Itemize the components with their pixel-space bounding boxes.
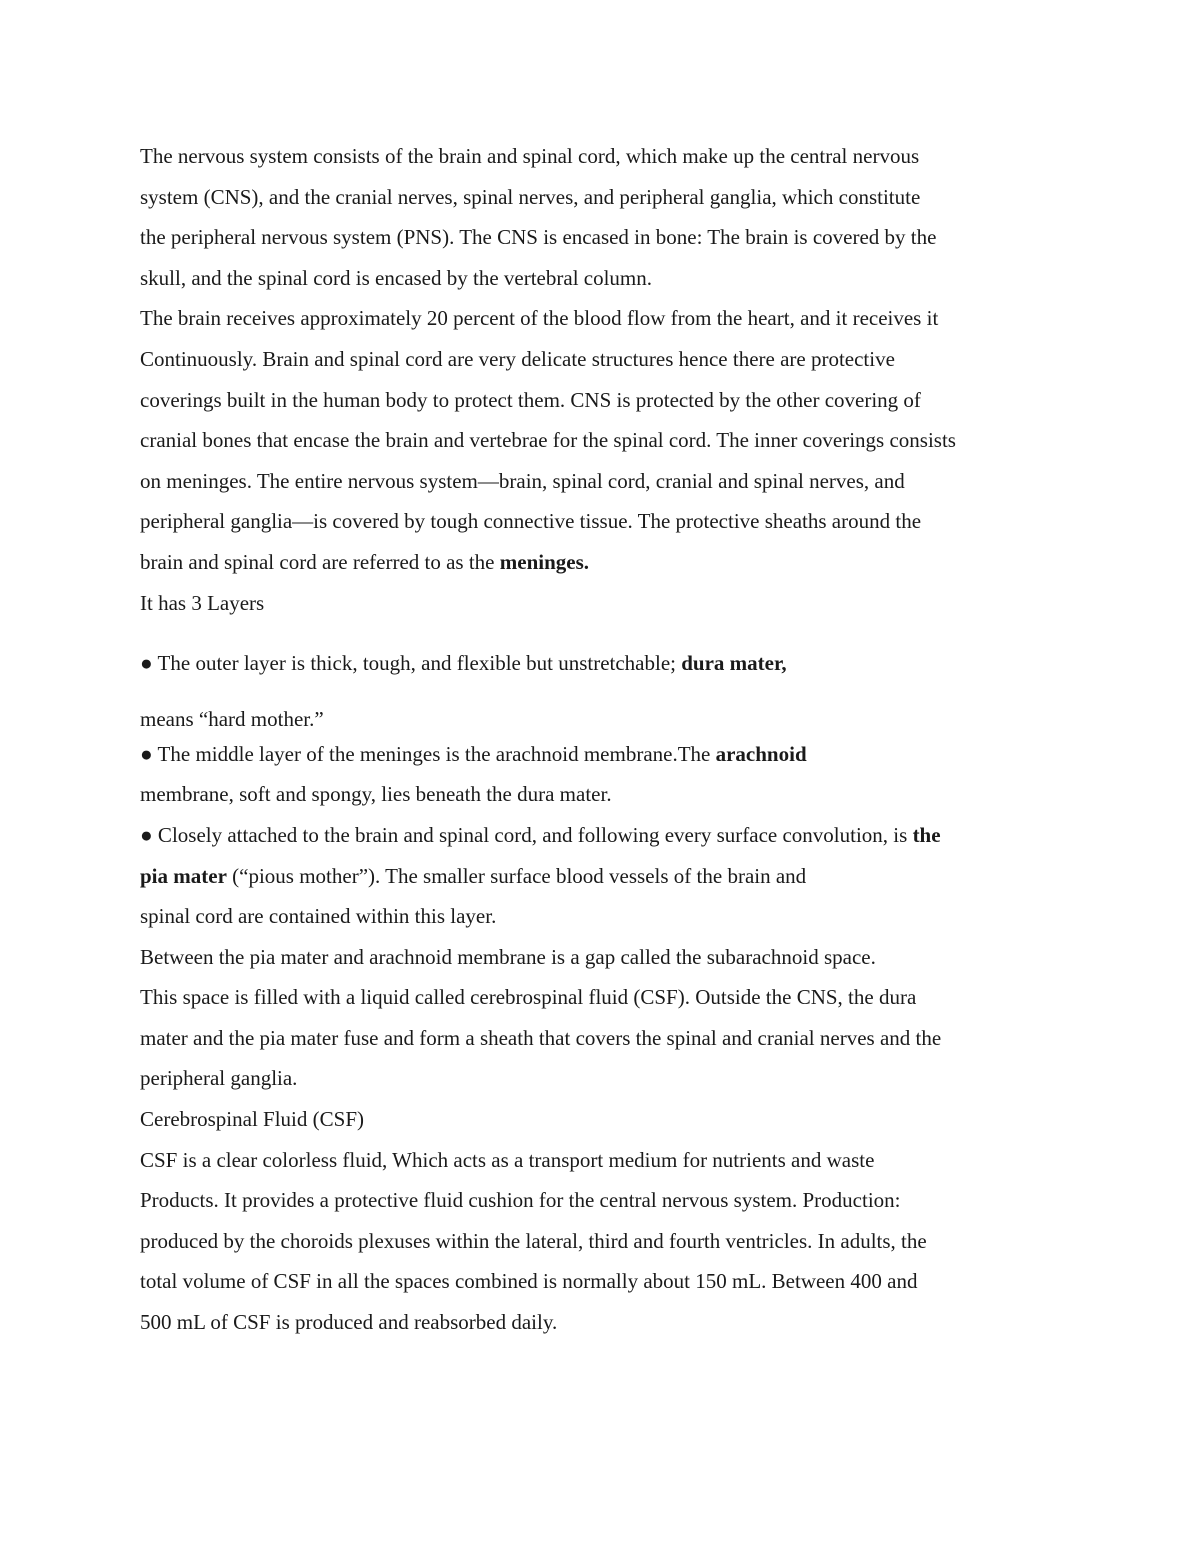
arachnoid-text: ● The middle layer of the meninges is the arachnoid membrane.The	[140, 741, 716, 766]
intro-line: the peripheral nervous system (PNS). The CNS is encased in bone: The brain is covered by the	[140, 225, 937, 250]
pia-line-3: spinal cord are contained within this layer.	[140, 904, 497, 929]
csf-line: CSF is a clear colorless fluid, Which acts as a transport medium for nutrients and waste	[140, 1147, 875, 1172]
intro-line: The brain receives approximately 20 percent of the blood flow from the heart, and it receives it	[140, 306, 939, 331]
subarachnoid-line: This space is filled with a liquid called cerebrospinal fluid (CSF). Outside the CNS, the dura	[140, 985, 917, 1010]
intro-line: skull, and the spinal cord is encased by the vertebral column.	[140, 265, 653, 290]
dura-text: ● The outer layer is thick, tough, and flexible but unstretchable;	[140, 651, 682, 676]
intro-line: cranial bones that encase the brain and vertebrae for the spinal cord. The inner coverings consists	[140, 428, 956, 453]
intro-line: coverings built in the human body to protect them. CNS is protected by the other covering of	[140, 387, 921, 412]
meninges-text: brain and spinal cord are referred to as the	[140, 549, 500, 574]
pia-line-2	[140, 856, 1100, 897]
document-body	[140, 136, 1100, 1343]
pia-term: pia mater	[140, 863, 227, 888]
csf-line: total volume of CSF in all the spaces combined is normally about 150 mL. Between 400 and	[140, 1269, 918, 1294]
arachnoid-continuation: membrane, soft and spongy, lies beneath the dura mater.	[140, 782, 612, 807]
dura-continuation: means “hard mother.”	[140, 706, 324, 731]
pia-term-the: the	[912, 822, 941, 847]
csf-line: Products. It provides a protective fluid cushion for the central nervous system. Production:	[140, 1188, 901, 1213]
subarachnoid-line: Between the pia mater and arachnoid membrane is a gap called the subarachnoid space.	[140, 944, 876, 969]
intro-line: peripheral ganglia—is covered by tough connective tissue. The protective sheaths around the	[140, 509, 922, 534]
bullet-arachnoid	[140, 734, 1100, 775]
bullet-pia	[140, 815, 1100, 856]
intro-line: system (CNS), and the cranial nerves, spinal nerves, and peripheral ganglia, which constitute	[140, 184, 921, 209]
bullet-dura	[140, 643, 1100, 684]
pia-text-2: (“pious mother”). The smaller surface blood vessels of the brain and	[226, 863, 807, 888]
intro-line: Continuously. Brain and spinal cord are very delicate structures hence there are protective	[140, 346, 895, 371]
subarachnoid-line: mater and the pia mater fuse and form a sheath that covers the spinal and cranial nerves and the	[140, 1025, 942, 1050]
intro-line: on meninges. The entire nervous system—brain, spinal cord, cranial and spinal nerves, and	[140, 468, 905, 493]
spacer	[140, 623, 1100, 643]
dura-term: dura mater,	[681, 651, 787, 676]
arachnoid-term: arachnoid	[715, 741, 807, 766]
spacer	[140, 684, 1100, 704]
meninges-line	[140, 542, 1100, 583]
csf-line: 500 mL of CSF is produced and reabsorbed daily.	[140, 1310, 558, 1335]
csf-heading: Cerebrospinal Fluid (CSF)	[140, 1107, 364, 1132]
intro-line: The nervous system consists of the brain and spinal cord, which make up the central nervous	[140, 144, 920, 168]
csf-line: produced by the choroids plexuses within the lateral, third and fourth ventricles. In adults, the	[140, 1228, 927, 1253]
layers-heading: It has 3 Layers	[140, 590, 265, 615]
pia-text: ● Closely attached to the brain and spinal cord, and following every surface convolution, is	[140, 822, 913, 847]
subarachnoid-line: peripheral ganglia.	[140, 1066, 298, 1091]
meninges-term: meninges.	[499, 549, 589, 574]
